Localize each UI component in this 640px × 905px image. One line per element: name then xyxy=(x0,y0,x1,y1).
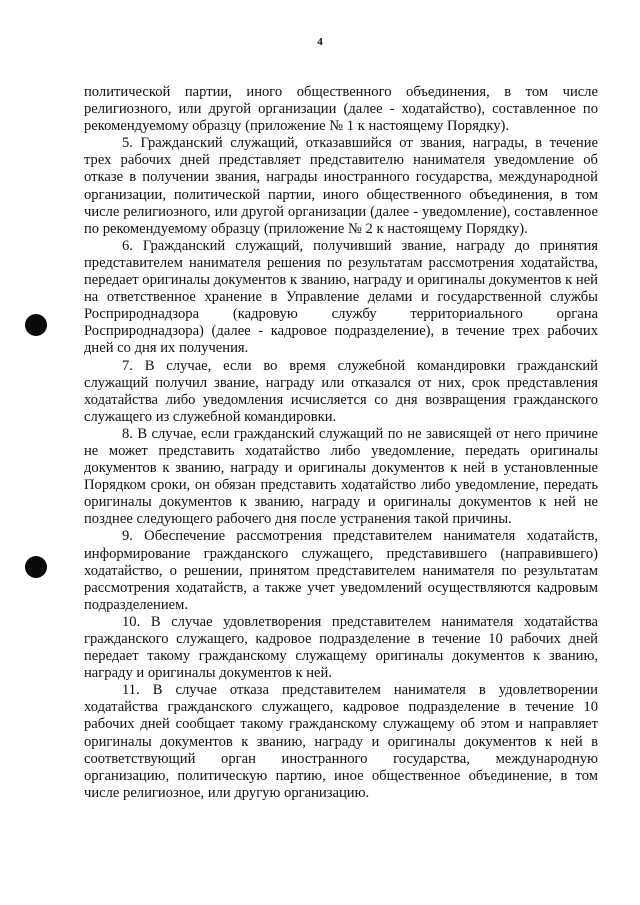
paragraph-6: 6. Гражданский служащий, получивший звание, награду до принятия представителем нанимателя решения по результатам рассмотрения ходатайства, передает оригиналы документов к званию, награду и оригиналы документов к ней на ответственное хранение в Управление делами и государственной службы Росприроднадзора (кадровую службу территориального органа Росприроднадзора) (далее - кадровое подразделение), в течение трех рабочих дней со дня их получения. xyxy=(84,237,598,357)
paragraph-7: 7. В случае, если во время служебной командировки гражданский служащий получил звание, награду или отказался от них, срок представления ходатайства либо уведомления исчисляется со дня возвращения гражданского служащего из служебной командировки. xyxy=(84,357,598,425)
paragraph-5: 5. Гражданский служащий, отказавшийся от звания, награды, в течение трех рабочих дней представляет представителю нанимателя уведомление об отказе в получении звания, награды иностранного государства, международной организации, политической партии, иного общественного объединения, в том числе религиозного, или другой организации (далее - уведомление), составленное по рекомендуемому образцу (приложение № 2 к настоящему Порядку). xyxy=(84,135,598,237)
paragraph-8: 8. В случае, если гражданский служащий по не зависящей от него причине не может представить ходатайство либо уведомление, передать оригиналы документов к званию, награду и оригиналы документов к ней в установленные Порядком сроки, он обязан представить ходатайство либо уведомление, передать оригиналы документов к званию, награду и оригиналы документов к ней не позднее следующего рабочего дня после устранения такой причины. xyxy=(84,425,598,528)
paragraph-9: 9. Обеспечение рассмотрения представителем нанимателя ходатайств, информирование гражданского служащего, представившего (направившего) ходатайство, о решении, принятом представителем нанимателя по результатам рассмотрения ходатайств, а также учет уведомлений осуществляются кадровым подразделением. xyxy=(84,528,598,613)
paragraph-10: 10. В случае удовлетворения представителем нанимателя ходатайства гражданского служащего, кадровое подразделение в течение 10 рабочих дней передает такому гражданскому служащему оригиналы документов к званию, награду и оригиналы документов к ней. xyxy=(84,613,598,682)
page-number: 4 xyxy=(317,36,323,48)
paragraph-continuation: политической партии, иного общественного объединения, в том числе религиозного, или другой организации (далее - ходатайство), составленное по рекомендуемому образцу (приложение № 1 к настоящему Порядку). xyxy=(84,84,598,135)
paragraph-11: 11. В случае отказа представителем нанимателя в удовлетворении ходатайства гражданского служащего, кадровое подразделение в течение 10 рабочих дней сообщает такому гражданскому служащему об этом и направляет оригиналы документов к званию, награду и оригиналы документов к ней в соответствующий орган иностранного государства, международную организацию, политическую партию, иное общественное объединение, в том числе религиозное, или другую организацию. xyxy=(84,682,598,801)
punch-hole-mark xyxy=(25,556,47,578)
document-body xyxy=(84,84,598,802)
punch-hole-mark xyxy=(25,314,47,336)
